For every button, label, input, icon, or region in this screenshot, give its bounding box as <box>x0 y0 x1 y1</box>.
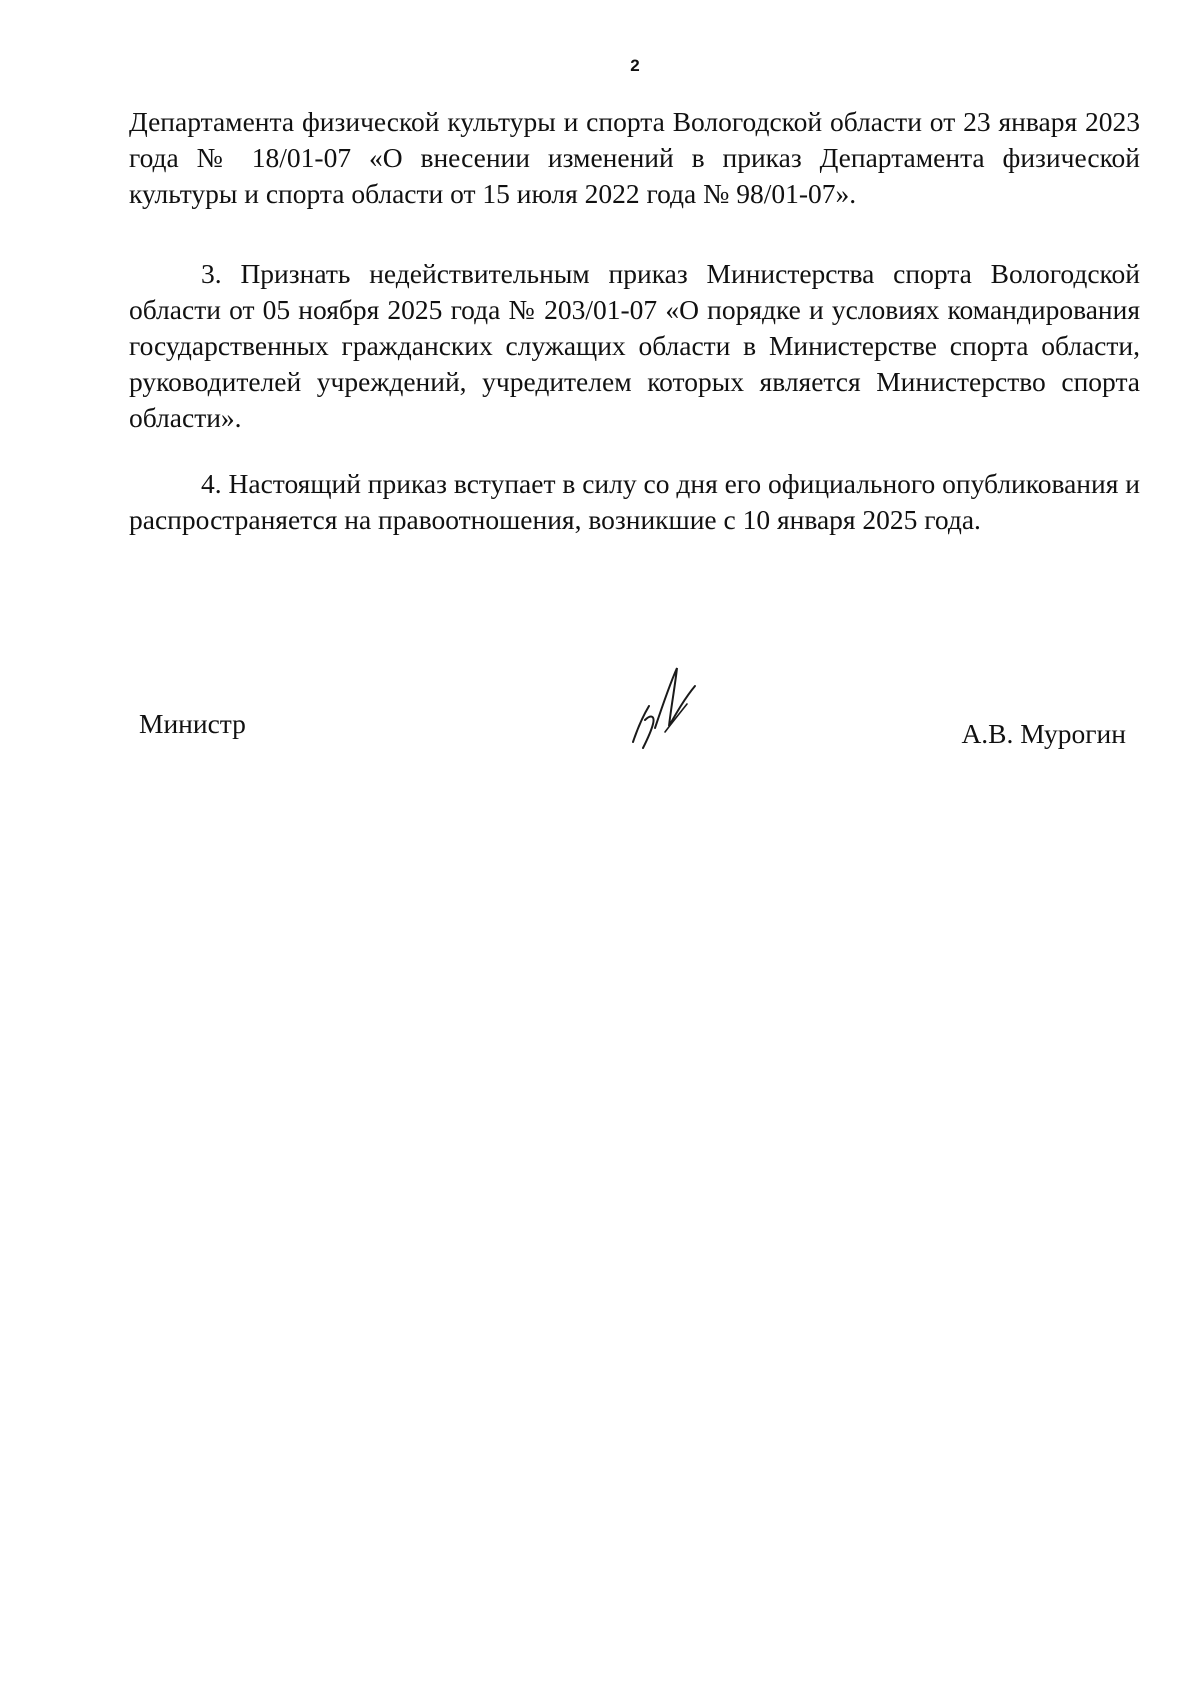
paragraph-item-3: 3. Признать недействительным приказ Министерства спорта Вологодской области от 05 ноября 2025 года № 203/01-07 «О порядке и условиях командирования государственных гражданских служащих области в Министерстве спорта области, руководителей учреждений, учредителем которых является Министерство спорта области». <box>129 258 1140 433</box>
paragraph-continuation: Департамента физической культуры и спорта Вологодской области от 23 января 2023 года № 18/01-07 «О внесении изменений в приказ Департамента физической культуры и спорта области от 15 июля 2022 года № 98/01-07». <box>129 106 1140 209</box>
page-number: 2 <box>630 56 640 75</box>
handwritten-signature <box>625 650 705 760</box>
signatory-position: Министр <box>139 708 246 739</box>
paragraph-item-4: 4. Настоящий приказ вступает в силу со дня его официального опубликования и распространяется на правоотношения, возникшие с 10 января 2025 года. <box>129 468 1140 535</box>
signatory-name: А.В. Мурогин <box>961 718 1126 749</box>
